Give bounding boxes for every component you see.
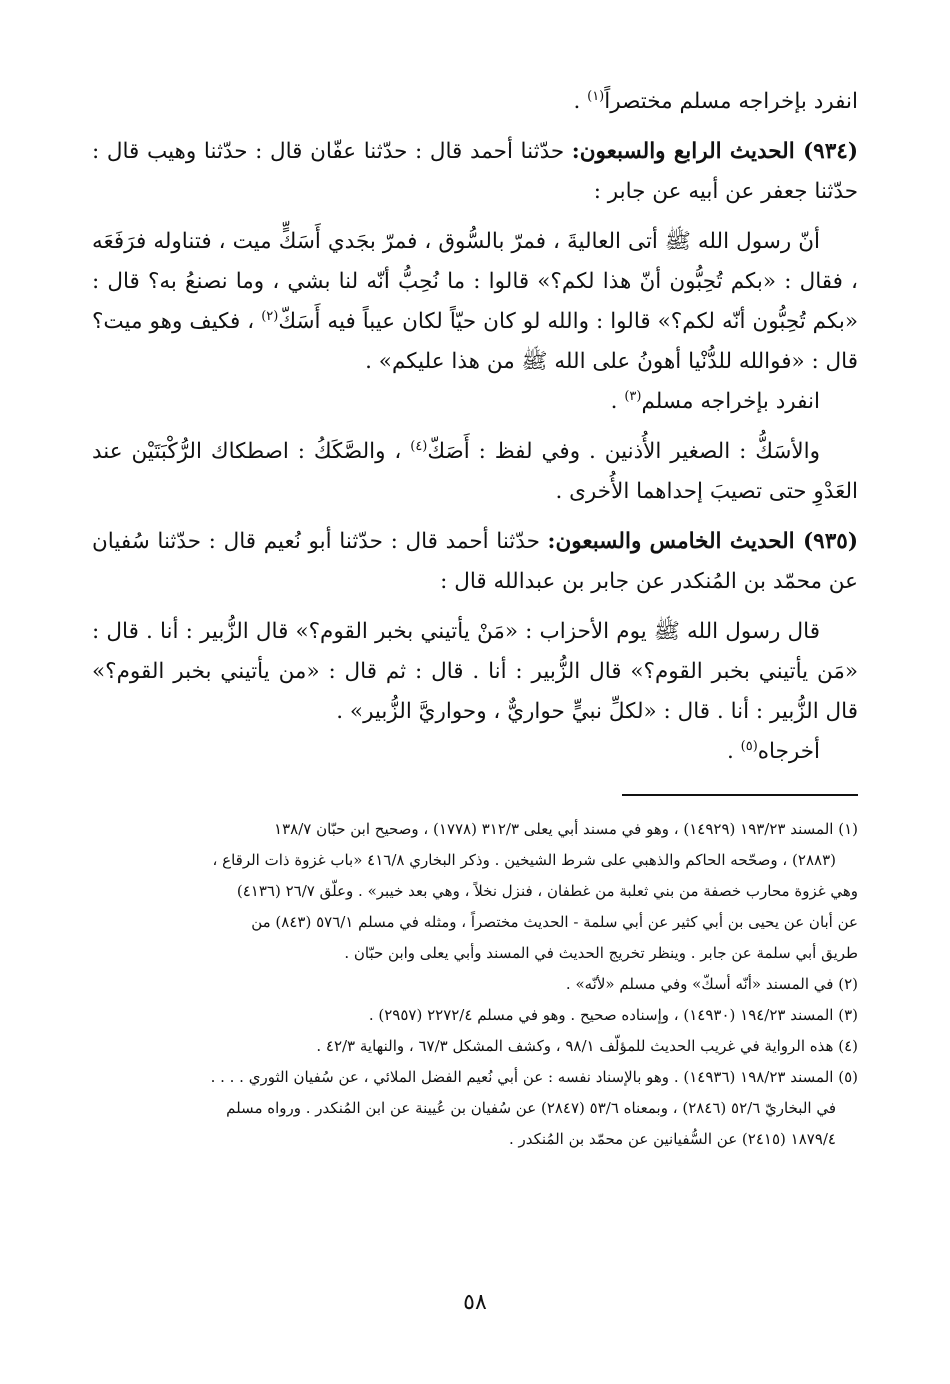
footnote-line: ١٨٧٩/٤ (٢٤١٥) عن السُّفيانين عن محمّد بن المُنكدر . xyxy=(508,1130,836,1148)
text: . xyxy=(610,389,625,414)
paragraph-note-1 xyxy=(92,82,858,122)
text: قال رسول الله ﷺ يوم الأحزاب : «مَنْ يأتيني بخبر القوم؟» قال الزُّبير : أنا . قال : «مَن يأتيني بخبر القوم؟» قال الزُّبير : أنا . قال : ثم قال : «من يأتيني بخبر القوم؟» قال الزُّبير : أنا . قال : «لكلِّ نبيٍّ حواريٌّ ، وحواريَّ الزُّبير» . xyxy=(92,619,858,724)
hadith-934-isnad: حدّثنا أحمد قال : حدّثنا عفّان قال : حدّثنا وهيب قال : حدّثنا جعفر عن أبيه عن جابر : xyxy=(92,139,858,204)
footnote-line: (٢) في المسند «أنّه أسكّ» وفي مسلم «لأنّه» . xyxy=(565,975,858,993)
footnote-line: وهي غزوة محارب خصفة من بني ثعلبة من غطفان ، فنزل نخلاً ، وهي بعد خيبر» . وعلّق ٢٦/٧ (٤١٣٦) xyxy=(236,882,858,900)
text: . xyxy=(573,89,588,114)
text: انفرد بإخراجه مسلم مختصراً xyxy=(604,89,858,114)
hadith-935-text xyxy=(92,612,858,732)
footnote-line: (٢٨٨٣) ، وصحّحه الحاكم والذهبي على شرط الشيخين . وذكر البخاري ٤١٦/٨ «باب غزوة ذات الرقاع ، xyxy=(212,851,836,869)
footnote-4 xyxy=(92,1031,858,1062)
footnote-ref-3[interactable]: (٣) xyxy=(624,388,642,404)
footnote-line: في البخاريّ ٥٢/٦ (٢٨٤٦) ، وبمعناه ٥٣/٦ (٢٨٤٧) عن سُفيان بن عُيينة عن ابن المُنكدر . ورواه مسلم xyxy=(226,1099,836,1117)
hadith-935-isnad: حدّثنا أحمد قال : حدّثنا أبو نُعيم قال : حدّثنا سُفيان عن محمّد بن المُنكدر عن جابر بن عبدالله قال : xyxy=(92,529,858,594)
hadith-934-text xyxy=(92,222,858,382)
text: ، والصَّكَكُ : اصطكاك الرُّكْبَتَيْن عند العَدْوِ حتى تصيبَ إحداهما الأُخرى . xyxy=(92,439,858,504)
text: أخرجاه xyxy=(757,739,820,764)
text: والأسَكُّ : الصغير الأُذنين . وفي لفظ : أَصَكّ xyxy=(427,439,820,464)
footnote-ref-5[interactable]: (٥) xyxy=(740,738,758,754)
footnote-ref-4[interactable]: (٤) xyxy=(410,438,428,454)
text: أنّ رسول الله ﷺ أتى العاليةَ ، فمرّ بالسُّوق ، فمرّ بجَدي أَسَكٍّ ميت ، فتناوله فرَفَعَه ، فقال : «بكم تُحِبُّون أنّ هذا لكم؟» قالوا : ما نُحِبُّ أنّه لنا بشي ، وما نصنعُ به؟ قال : «بكم تُحِبُّون أنّه لكم؟» قالوا : والله لو كان حيّاً لكان عيباً فيه أَسَكّ xyxy=(92,229,858,334)
hadith-935-takhrij xyxy=(92,732,858,772)
footnote-ref-2[interactable]: (٢) xyxy=(261,308,279,324)
footnote-line: (٤) هذه الرواية في غريب الحديث للمؤلّف ٩٨/١ ، وكشف المشكل ٦٧/٣ ، والنهاية ٤٢/٣ . xyxy=(316,1037,858,1055)
footnote-3 xyxy=(92,1000,858,1031)
text: . xyxy=(726,739,741,764)
footnote-line: عن أبان عن يحيى بن أبي كثير عن أبي سلمة - الحديث مختصراً ، ومثله في مسلم ٥٧٦/١ (٨٤٣) من xyxy=(251,913,858,931)
footnote-2 xyxy=(92,969,858,1000)
footnote-separator xyxy=(622,794,858,796)
hadith-934-title: (٩٣٤) الحديث الرابع والسبعون: xyxy=(571,139,858,164)
footnote-line: (٥) المسند ١٩٨/٢٣ (١٤٩٣٦) . وهو بالإسناد نفسه : عن أبي نُعيم الفضل الملائي ، عن سُفيان الثوري . . . . xyxy=(210,1068,858,1086)
footnote-line: (٣) المسند ١٩٤/٢٣ (١٤٩٣٠) ، وإسناده صحيح . وهو في مسلم ٢٢٧٢/٤ (٢٩٥٧) . xyxy=(368,1006,858,1024)
footnote-line: (١) المسند ١٩٣/٢٣ (١٤٩٢٩) ، وهو في مسند أبي يعلى ٣١٢/٣ (١٧٧٨) ، وصحيح ابن حبّان ١٣٨/٧ xyxy=(274,820,858,838)
text: انفرد بإخراجه مسلم xyxy=(641,389,820,414)
footnote-ref-1[interactable]: (١) xyxy=(587,88,605,104)
footnote-5 xyxy=(92,1062,858,1155)
hadith-935-title: (٩٣٥) الحديث الخامس والسبعون: xyxy=(547,529,858,554)
hadith-934-heading xyxy=(92,132,858,212)
footnote-line: طريق أبي سلمة عن جابر . وينظر تخريج الحديث في المسند وأبي يعلى وابن حبّان . xyxy=(344,944,858,962)
footnote-1 xyxy=(92,814,858,969)
hadith-935-heading xyxy=(92,522,858,602)
hadith-934-takhrij xyxy=(92,382,858,422)
hadith-934-gloss xyxy=(92,432,858,512)
page-number: ٥٨ xyxy=(463,1290,487,1315)
text: ، فكيف وهو ميت؟ قال : «فوالله للدُّنْيا أهونُ على الله ﷺ من هذا عليكم» . xyxy=(92,309,858,374)
